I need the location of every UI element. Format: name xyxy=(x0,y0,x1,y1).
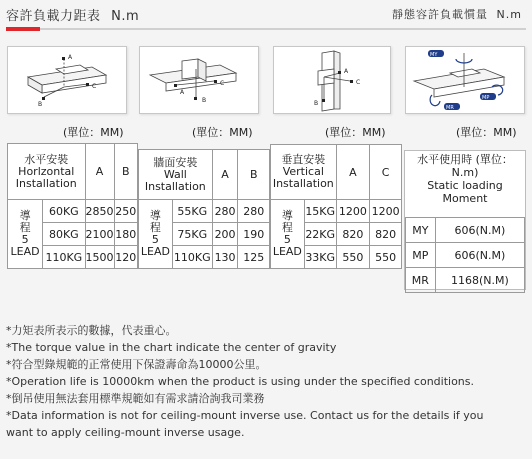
note-line: *倒吊使用無法套用標準規範如有需求請洽詢我司業務 xyxy=(6,392,265,405)
horizontal-col-a: A xyxy=(85,144,114,200)
horizontal-header xyxy=(8,144,86,200)
table-row xyxy=(271,200,402,223)
static-moment-box xyxy=(404,150,526,290)
moment-diagram xyxy=(405,46,525,114)
b-cell: 125 xyxy=(238,246,270,269)
wall-diagram xyxy=(139,46,259,114)
wall-title-cn: 牆面安裝 xyxy=(153,155,198,169)
wall-lead xyxy=(139,200,173,269)
b-cell: 250 xyxy=(114,200,137,223)
a-cell: 820 xyxy=(336,223,370,246)
lead-char1: 導 xyxy=(281,209,293,222)
unit-label-wall: (單位：MM) xyxy=(192,126,253,139)
b-cell: 190 xyxy=(238,223,270,246)
note-line: *力矩表所表示的數據，代表重心。 xyxy=(6,324,177,337)
unit-label-vertical: (單位：MM) xyxy=(325,126,386,139)
note-line: want to apply ceiling-mount inverse usage. xyxy=(6,426,245,439)
right-title-unit: N.m xyxy=(496,8,522,21)
a-cell: 550 xyxy=(336,246,370,269)
label-b: B xyxy=(38,101,43,108)
load-cell: 33KG xyxy=(304,246,336,269)
lead-char4: LEAD xyxy=(272,245,302,258)
header-divider xyxy=(6,28,526,30)
moment-value: 1168(N.M) xyxy=(435,268,524,293)
load-cell: 22KG xyxy=(304,223,336,246)
moment-value: 606(N.M) xyxy=(435,218,524,243)
label-my: MY xyxy=(430,52,438,58)
horizontal-table xyxy=(7,143,138,269)
label-a: A xyxy=(68,54,73,61)
note-line: *Operation life is 10000km when the product is using under the specified conditions. xyxy=(6,375,475,388)
lead-char2: 程 xyxy=(19,221,31,234)
wall-header xyxy=(139,150,213,200)
horizontal-title-en2: Installation xyxy=(15,176,77,190)
lead-char1: 導 xyxy=(149,209,161,222)
unit-label-static: (單位：MM) xyxy=(456,126,517,139)
notes-section xyxy=(6,322,526,441)
table-row xyxy=(406,218,525,243)
wall-table xyxy=(138,149,270,269)
c-cell: 550 xyxy=(370,246,402,269)
lead-char3: 5 xyxy=(151,233,159,246)
label-a: A xyxy=(344,68,349,75)
wall-col-b: B xyxy=(238,150,270,200)
static-moment-table xyxy=(405,217,525,293)
label-b: B xyxy=(314,100,319,107)
static-moment-title xyxy=(405,153,525,205)
label-mr: MR xyxy=(446,105,454,111)
right-title xyxy=(392,6,522,22)
moment-label: MR xyxy=(406,268,436,293)
c-cell: 820 xyxy=(370,223,402,246)
a-cell: 130 xyxy=(212,246,238,269)
b-cell: 120 xyxy=(114,246,137,269)
a-cell: 280 xyxy=(212,200,238,223)
vertical-lead xyxy=(271,200,305,269)
vertical-diagram-svg xyxy=(274,47,390,113)
table-row xyxy=(139,200,270,223)
lead-char4: LEAD xyxy=(140,245,170,258)
horizontal-title-en1: Horlzontal xyxy=(18,164,75,178)
note-line: *The torque value in the chart indicate the center of gravity xyxy=(6,341,337,354)
lead-char3: 5 xyxy=(21,233,29,246)
lead-char1: 導 xyxy=(19,209,31,222)
vertical-col-a: A xyxy=(336,145,370,200)
horizontal-col-b: B xyxy=(114,144,137,200)
moment-value: 606(N.M) xyxy=(435,243,524,268)
wall-title-en1: Wall xyxy=(163,167,187,181)
lead-char2: 程 xyxy=(281,221,293,234)
a-cell: 2100 xyxy=(85,223,114,246)
b-cell: 280 xyxy=(238,200,270,223)
horizontal-diagram-svg xyxy=(8,47,126,113)
table-row xyxy=(406,243,525,268)
b-cell: 180 xyxy=(114,223,137,246)
note-line: *Data information is not for ceiling-mount inverse use. Contact us for the details if you xyxy=(6,409,484,422)
static-title2: N.m) xyxy=(451,166,479,179)
static-title3: Static loading xyxy=(427,179,503,192)
page-title xyxy=(6,5,139,24)
moment-label: MY xyxy=(406,218,436,243)
header-accent-bar xyxy=(6,27,40,31)
load-cell: 60KG xyxy=(43,200,85,223)
vertical-title-cn: 垂直安裝 xyxy=(281,153,326,166)
wall-col-a: A xyxy=(212,150,238,200)
label-c: C xyxy=(356,79,361,86)
title-text: 容許負載力距表 xyxy=(6,9,101,24)
load-cell: 15KG xyxy=(304,200,336,223)
vertical-table xyxy=(270,144,402,269)
vertical-header xyxy=(271,145,337,200)
a-cell: 2850 xyxy=(85,200,114,223)
vertical-title-en1: Vertical xyxy=(282,165,324,178)
label-a: A xyxy=(180,89,185,96)
moment-diagram-svg xyxy=(406,47,524,113)
a-cell: 200 xyxy=(212,223,238,246)
c-cell: 1200 xyxy=(370,200,402,223)
horizontal-diagram xyxy=(7,46,127,114)
load-cell: 110KG xyxy=(172,246,212,269)
title-unit: N.m xyxy=(111,9,140,24)
table-row xyxy=(8,200,138,223)
horizontal-title-cn: 水平安裝 xyxy=(24,152,69,166)
load-cell: 55KG xyxy=(172,200,212,223)
note-line: *符合型錄規範的正常使用下保證壽命為10000公里。 xyxy=(6,358,267,371)
unit-label-horizontal: (單位：MM) xyxy=(63,126,124,139)
label-mp: MP xyxy=(482,95,490,101)
label-c: C xyxy=(92,83,97,90)
lead-char4: LEAD xyxy=(10,245,40,258)
vertical-diagram xyxy=(273,46,391,114)
static-title1: 水平使用時 (單位： xyxy=(417,153,513,166)
load-cell: 75KG xyxy=(172,223,212,246)
wall-title-en2: Installation xyxy=(144,179,206,193)
moment-label: MP xyxy=(406,243,436,268)
label-b: B xyxy=(202,97,207,104)
a-cell: 1500 xyxy=(85,246,114,269)
a-cell: 1200 xyxy=(336,200,370,223)
table-row xyxy=(406,268,525,293)
vertical-title-en2: Installation xyxy=(272,177,334,190)
load-cell: 80KG xyxy=(43,223,85,246)
right-title-text: 靜態容許負載慣量 xyxy=(392,8,489,21)
static-title4: Moment xyxy=(442,192,488,205)
lead-char3: 5 xyxy=(283,233,291,246)
lead-char2: 程 xyxy=(149,221,161,234)
horizontal-lead xyxy=(8,200,43,269)
vertical-col-c: C xyxy=(370,145,402,200)
wall-diagram-svg xyxy=(140,47,258,113)
label-c: C xyxy=(220,80,225,87)
load-cell: 110KG xyxy=(43,246,85,269)
